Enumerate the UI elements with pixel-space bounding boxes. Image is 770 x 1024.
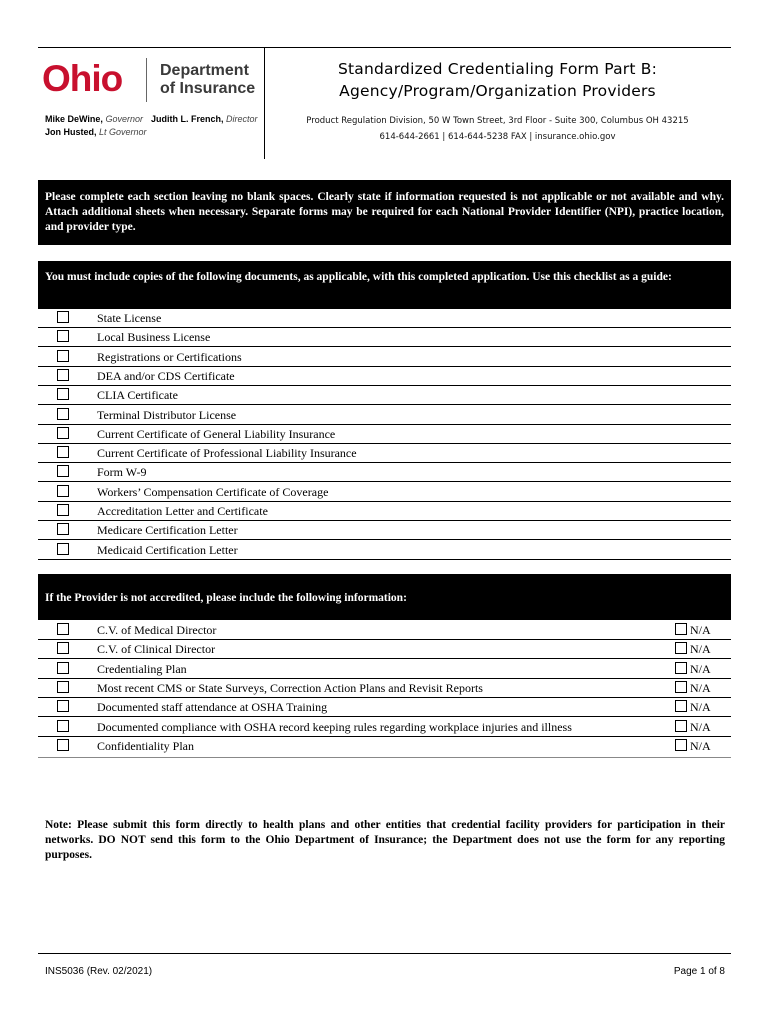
submission-note: Note: Please submit this form directly to health plans and other entities that credential facility providers for participation in their networks. DO NOT send this form to the Ohio Department of Insurance; the Department does not use the form for any reporting purposes. [45,819,725,861]
not-accredited-row [38,698,731,717]
item-checkbox[interactable] [57,662,69,674]
checklist-checkbox[interactable] [57,330,69,342]
checklist-item-label: CLIA Certificate [97,388,178,403]
checklist-item-label: Local Business License [97,330,211,345]
checklist-checkbox[interactable] [57,504,69,516]
checklist-row [38,444,731,463]
na-checkbox[interactable] [675,681,687,693]
item-checkbox[interactable] [57,700,69,712]
checklist-checkbox[interactable] [57,485,69,497]
checklist-checkbox[interactable] [57,446,69,458]
not-accredited-row [38,679,731,698]
checklist-checkbox[interactable] [57,350,69,362]
checklist-item-label: Accreditation Letter and Certificate [97,504,268,518]
item-checkbox[interactable] [57,642,69,654]
na-checkbox[interactable] [675,662,687,674]
na-checkbox[interactable] [675,623,687,635]
item-checkbox[interactable] [57,623,69,635]
not-accredited-item-label: Credentialing Plan [97,661,187,676]
header-vertical-rule [264,47,265,159]
checklist-item-label: Registrations or Certifications [97,349,242,364]
na-label: N/A [690,661,711,676]
header-top-rule [38,47,731,48]
not-accredited-row [38,640,731,659]
checklist-row [38,406,731,425]
checklist-row [38,463,731,482]
not-accredited-heading: If the Provider is not accredited, please include the following information: [38,574,731,620]
item-checkbox[interactable] [57,681,69,693]
not-accredited-item-label: Documented staff attendance at OSHA Training [97,700,328,715]
checklist-row [38,425,731,444]
not-accredited-row [38,660,731,679]
form-title-line2: Agency/Program/Organization Providers [339,82,656,100]
checklist-checkbox[interactable] [57,427,69,439]
item-checkbox[interactable] [57,739,69,751]
checklist-checkbox[interactable] [57,311,69,323]
checklist-checkbox[interactable] [57,523,69,535]
checklist-checkbox[interactable] [57,408,69,420]
checklist-checkbox[interactable] [57,369,69,381]
checklist-row [38,309,731,328]
form-title [270,58,725,102]
checklist-row [38,328,731,347]
officer-director: Judith L. French, Director [151,114,258,124]
footer-rule [38,953,731,954]
checklist-item-label: State License [97,311,162,325]
checklist-row [38,483,731,502]
checklist-item-label: Form W-9 [97,465,147,480]
checklist-item-label: Current Certificate of Professional Liability Insurance [97,446,357,461]
na-checkbox[interactable] [675,642,687,654]
not-accredited-item-label: C.V. of Clinical Director [97,642,216,657]
checklist-row [38,502,731,521]
not-accredited-row [38,737,731,756]
na-label: N/A [690,700,711,715]
checklist-checkbox[interactable] [57,543,69,555]
checklist-item-label: DEA and/or CDS Certificate [97,368,235,383]
checklist-item-label: Terminal Distributor License [97,407,237,422]
na-label: N/A [690,719,711,734]
not-accredited-item-label: Documented compliance with OSHA record keeping rules regarding workplace injuries and illness [97,719,572,734]
page-number: Page 1 of 8 [673,966,725,977]
form-title-line1: Standardized Credentialing Form Part B: [337,60,658,78]
not-accredited-row [38,718,731,737]
checklist-checkbox[interactable] [57,388,69,400]
not-accredited-row [38,621,731,640]
officer-governor: Mike DeWine, Governor [45,114,143,124]
not-accredited-item-label: Confidentiality Plan [97,738,194,753]
contact-line: 614-644-2661 | 614-644-5238 FAX | insurance.ohio.gov [379,132,616,142]
checklist-item-label: Current Certificate of General Liability Insurance [97,426,336,441]
na-checkbox[interactable] [675,739,687,751]
item-checkbox[interactable] [57,720,69,732]
checklist-row [38,367,731,386]
division-address: Product Regulation Division, 50 W Town Street, 3rd Floor - Suite 300, Columbus OH 43215 [306,116,689,126]
instructions-box: Please complete each section leaving no blank spaces. Clearly state if information requested is not applicable or not available and why. Attach additional sheets when necessary. Separate forms may be required for each National Provider Identifier (NPI), practice location, and provider type. [38,180,731,245]
checklist-checkbox[interactable] [57,465,69,477]
checklist-row [38,386,731,405]
checklist-heading: You must include copies of the following documents, as applicable, with this completed application. Use this checklist as a guide: [38,261,731,309]
department-name-line1: Department [160,62,249,79]
form-number: INS5036 (Rev. 02/2021) [45,966,153,977]
checklist-row [38,541,731,560]
checklist-item-label: Medicaid Certification Letter [97,542,238,557]
not-accredited-item-label: C.V. of Medical Director [97,623,217,637]
na-label: N/A [690,623,711,637]
checklist-item-label: Workers’ Compensation Certificate of Coverage [97,484,329,499]
checklist-row [38,348,731,367]
not-accredited-item-label: Most recent CMS or State Surveys, Correction Action Plans and Revisit Reports [97,680,483,695]
na-label: N/A [690,738,711,753]
officer-lt-governor: Jon Husted, Lt Governor [45,127,147,137]
ohio-logo [42,58,137,98]
checklist-item-label: Medicare Certification Letter [97,523,238,538]
checklist-row [38,521,731,540]
svg-text:Ohio: Ohio [42,58,123,98]
na-checkbox[interactable] [675,700,687,712]
section-bottom-rule [38,757,731,758]
na-label: N/A [690,680,711,695]
logo-divider [146,58,147,102]
department-name-line2: of Insurance [160,80,256,97]
na-checkbox[interactable] [675,720,687,732]
na-label: N/A [690,642,711,657]
